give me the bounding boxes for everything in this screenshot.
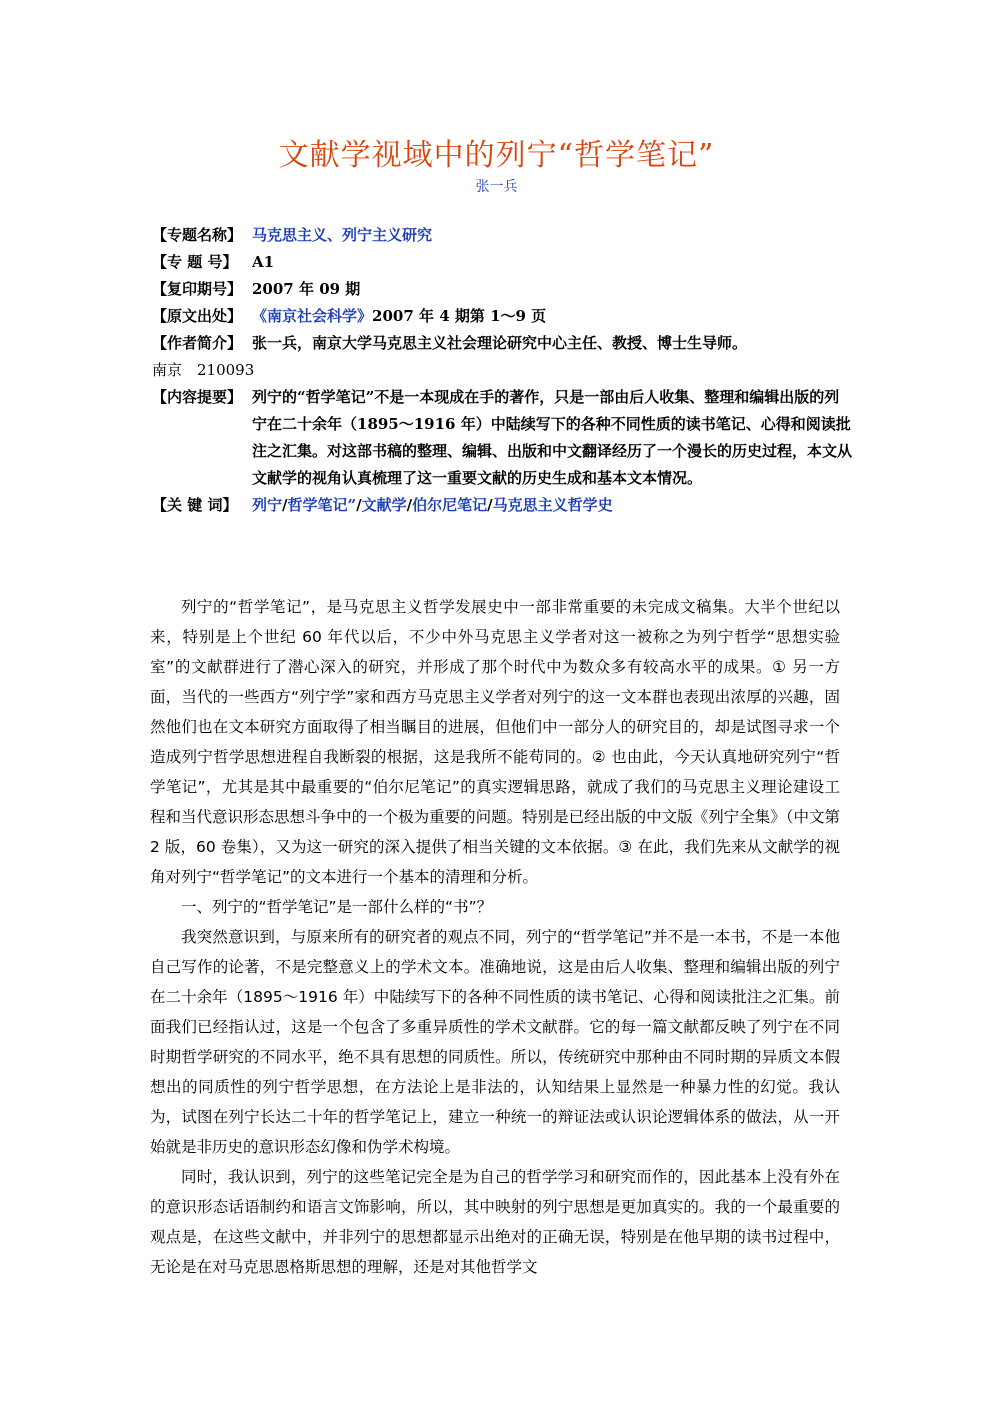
- meta-abstract: [152, 384, 852, 492]
- meta-label: 【关 键 词】: [152, 496, 238, 514]
- meta-author-info: [152, 330, 852, 357]
- source-journal-link[interactable]: 《南京社会科学》: [252, 307, 373, 325]
- abstract-text: 列宁的“哲学笔记”不是一本现成在手的著作，只是一部由后人收集、整理和编辑出版的列宁在二十余年（1895～1916 年）中陆续写下的各种不同性质的读书笔记、心得和阅读批注之汇集。对这部书稿的整理、编辑、出版和中文翻译经历了一个漫长的历史过程，本文从文献学的视角认真梳理了这一重要文献的历史生成和基本文本情况。: [252, 388, 853, 487]
- meta-label: 【专题名称】: [152, 226, 243, 244]
- keyword-separator: /: [356, 496, 362, 514]
- keyword-link[interactable]: 马克思主义哲学史: [492, 496, 613, 514]
- meta-label: 【复印期号】: [152, 280, 243, 298]
- meta-author-info-cont: [152, 357, 852, 384]
- keyword-separator: /: [487, 496, 493, 514]
- source-detail: 2007 年 4 期第 1～9 页: [372, 307, 547, 325]
- meta-value: 张一兵，南京大学马克思主义社会理论研究中心主任、教授、博士生导师。: [252, 334, 748, 352]
- topic-link[interactable]: 马克思主义、列宁主义研究: [252, 226, 433, 244]
- meta-label: 【作者简介】: [152, 334, 243, 352]
- meta-label: 【内容提要】: [152, 388, 243, 406]
- meta-value: A1: [252, 253, 275, 271]
- meta-label: 【原文出处】: [152, 307, 243, 325]
- article-author[interactable]: 张一兵: [475, 179, 518, 195]
- article-metadata: [152, 222, 852, 519]
- meta-keywords: [152, 492, 852, 519]
- body-paragraph: 同时，我认识到，列宁的这些笔记完全是为自己的哲学学习和研究而作的，因此基本上没有外在的意识形态话语制约和语言文饰影响，所以，其中映射的列宁思想是更加真实的。我的一个最重要的观点是，在这些文献中，并非列宁的思想都显示出绝对的正确无误，特别是在他早期的读书过程中，无论是在对马克思恩格斯思想的理解，还是对其他哲学文: [150, 1168, 840, 1276]
- keyword-link[interactable]: 文献学: [361, 496, 407, 514]
- keyword-separator: /: [406, 496, 413, 514]
- meta-value: 2007 年 09 期: [252, 280, 361, 298]
- keyword-link[interactable]: 哲学笔记”: [287, 496, 357, 514]
- body-paragraph: 我突然意识到，与原来所有的研究者的观点不同，列宁的“哲学笔记”并不是一本书，不是一本他自己写作的论著，不是完整意义上的学术文本。准确地说，这是由后人收集、整理和编辑出版的列宁在二十余年（1895～1916 年）中陆续写下的各种不同性质的读书笔记、心得和阅读批注之汇集。前面我们已经指认过，这是一个包含了多重异质性的学术文献群。它的每一篇文献都反映了列宁在不同时期哲学研究的不同水平，绝不具有思想的同质性。所以，传统研究中那种由不同时期的异质文本假想出的同质性的列宁哲学思想，在方法论上是非法的，认知结果上显然是一种暴力性的幻觉。我认为，试图在列宁长达二十年的哲学笔记上，建立一种统一的辩证法或认识论逻辑体系的做法，从一开始就是非历史的意识形态幻像和伪学术构境。: [150, 928, 840, 1156]
- article-body: [150, 592, 840, 1282]
- body-paragraph: 列宁的“哲学笔记”，是马克思主义哲学发展史中一部非常重要的未完成文稿集。大半个世纪以来，特别是上个世纪 60 年代以后，不少中外马克思主义学者对这一被称之为列宁哲学“思想实验室”的文献群进行了潜心深入的研究，并形成了那个时代中为数众多有较高水平的成果。① 另一方面，当代的一些西方“列宁学”家和西方马克思主义学者对列宁的这一文本群也表现出浓厚的兴趣，固然他们也在文本研究方面取得了相当瞩目的进展，但他们中一部分人的研究目的，却是试图寻求一个造成列宁哲学思想进程自我断裂的根据，这是我所不能苟同的。② 也由此，今天认真地研究列宁“哲学笔记”，尤其是其中最重要的“伯尔尼笔记”的真实逻辑思路，就成了我们的马克思主义理论建设工程和当代意识形态思想斗争中的一个极为重要的问题。特别是已经出版的中文版《列宁全集》（中文第 2 版，60 卷集），又为这一研究的深入提供了相当关键的文本依据。③ 在此，我们先来从文献学的视角对列宁“哲学笔记”的文本进行一个基本的清理和分析。: [150, 598, 840, 886]
- keyword-separator: /: [282, 496, 288, 514]
- keyword-link[interactable]: 伯尔尼笔记: [412, 496, 488, 514]
- meta-reprint: [152, 276, 852, 303]
- keyword-link[interactable]: 列宁: [252, 496, 283, 514]
- article-title: 文献学视域中的列宁“哲学笔记”: [278, 138, 715, 173]
- meta-label: 【专 题 号】: [152, 253, 238, 271]
- section-heading: 一、列宁的“哲学笔记”是一部什么样的“书”？: [181, 898, 493, 916]
- meta-value: 南京 210093: [152, 361, 255, 379]
- meta-topic: [152, 222, 852, 249]
- meta-source: [152, 303, 852, 330]
- meta-topic-number: [152, 249, 852, 276]
